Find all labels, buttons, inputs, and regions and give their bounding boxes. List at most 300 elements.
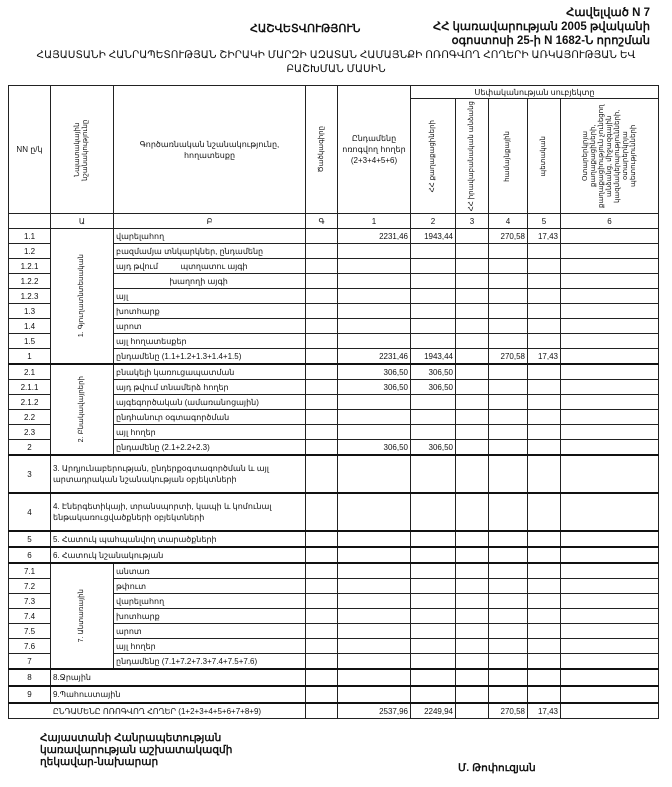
value-cell bbox=[338, 410, 411, 425]
code-cell bbox=[306, 531, 338, 547]
column-letter: Ա bbox=[51, 214, 114, 229]
row-number: 8 bbox=[9, 669, 51, 686]
row-number: 9 bbox=[9, 686, 51, 703]
value-cell bbox=[528, 395, 561, 410]
value-cell bbox=[411, 686, 456, 703]
value-cell bbox=[338, 244, 411, 259]
value-cell bbox=[489, 563, 528, 579]
value-cell: 2537,96 bbox=[338, 703, 411, 719]
code-cell bbox=[306, 579, 338, 594]
value-cell bbox=[411, 289, 456, 304]
value-cell bbox=[411, 563, 456, 579]
row-number: 7 bbox=[9, 654, 51, 670]
value-cell bbox=[489, 686, 528, 703]
land-type: 5. Հատուկ պահպանվող տարածքների bbox=[51, 531, 306, 547]
land-type: խոտհարք bbox=[114, 304, 306, 319]
position-line: Հայաստանի Հանրապետության bbox=[40, 732, 222, 744]
value-cell bbox=[489, 547, 528, 563]
value-cell bbox=[561, 410, 659, 425]
value-cell bbox=[411, 425, 456, 440]
value-cell bbox=[528, 493, 561, 531]
value-cell bbox=[528, 669, 561, 686]
value-cell bbox=[338, 425, 411, 440]
code-cell bbox=[306, 609, 338, 624]
code-cell bbox=[306, 703, 338, 719]
column-letter: Գ bbox=[306, 214, 338, 229]
value-cell bbox=[561, 229, 659, 244]
row-number: 1.1 bbox=[9, 229, 51, 244]
value-cell bbox=[338, 395, 411, 410]
land-type: այլ հողատեսքեր bbox=[114, 334, 306, 349]
value-cell bbox=[528, 654, 561, 670]
value-cell bbox=[489, 639, 528, 654]
value-cell bbox=[561, 274, 659, 289]
value-cell bbox=[456, 440, 489, 456]
value-cell bbox=[338, 547, 411, 563]
code-cell bbox=[306, 259, 338, 274]
value-cell: 17,43 bbox=[528, 229, 561, 244]
value-cell bbox=[489, 669, 528, 686]
row-number: 4 bbox=[9, 493, 51, 531]
row-number: 2 bbox=[9, 440, 51, 456]
value-cell bbox=[561, 703, 659, 719]
value-cell bbox=[528, 319, 561, 334]
row-number: 2.1.1 bbox=[9, 380, 51, 395]
row-number: 1.5 bbox=[9, 334, 51, 349]
group-label: 7. Անտառային bbox=[78, 589, 85, 643]
column-number: 3 bbox=[456, 214, 489, 229]
value-cell: 270,58 bbox=[489, 229, 528, 244]
row-number: 2.1.2 bbox=[9, 395, 51, 410]
value-cell bbox=[456, 493, 489, 531]
code-cell bbox=[306, 364, 338, 380]
header-owner: ՀՀ իրավաբանական անձանց bbox=[456, 99, 489, 214]
value-cell bbox=[411, 624, 456, 639]
group-g1 bbox=[51, 229, 114, 365]
value-cell bbox=[528, 425, 561, 440]
code-cell bbox=[306, 319, 338, 334]
value-cell bbox=[528, 410, 561, 425]
value-cell bbox=[456, 289, 489, 304]
group-g2 bbox=[51, 364, 114, 455]
value-cell bbox=[338, 259, 411, 274]
value-cell bbox=[561, 594, 659, 609]
land-type: այլ հողեր bbox=[114, 425, 306, 440]
value-cell bbox=[456, 686, 489, 703]
header-total: Ընդամենը ոռոգվող հողեր (2+3+4+5+6) bbox=[338, 86, 411, 214]
value-cell bbox=[456, 349, 489, 365]
value-cell bbox=[528, 364, 561, 380]
row-number: 5 bbox=[9, 531, 51, 547]
value-cell bbox=[528, 686, 561, 703]
value-cell bbox=[528, 334, 561, 349]
value-cell: 306,50 bbox=[338, 440, 411, 456]
annex-line: Հավելված N 7 bbox=[566, 7, 650, 19]
value-cell: 2231,46 bbox=[338, 229, 411, 244]
value-cell bbox=[456, 229, 489, 244]
value-cell bbox=[489, 289, 528, 304]
value-cell: 270,58 bbox=[489, 703, 528, 719]
value-cell bbox=[528, 579, 561, 594]
row-number: 7.6 bbox=[9, 639, 51, 654]
table-row bbox=[9, 455, 659, 493]
value-cell bbox=[456, 547, 489, 563]
column-number: 5 bbox=[528, 214, 561, 229]
value-cell bbox=[338, 686, 411, 703]
value-cell bbox=[456, 669, 489, 686]
land-type: անտառ bbox=[114, 563, 306, 579]
total-label: ԸՆԴԱՄԵՆԸ ՈՌՈԳՎՈՂ ՀՈՂԵՐ (1+2+3+4+5+6+7+8+9) bbox=[9, 703, 306, 719]
value-cell: 1943,44 bbox=[411, 349, 456, 365]
code-cell bbox=[306, 274, 338, 289]
header-owner: համայնքային bbox=[489, 99, 528, 214]
table-row bbox=[9, 669, 659, 686]
value-cell bbox=[338, 654, 411, 670]
land-type: այգեգործական (ամառանոցային) bbox=[114, 395, 306, 410]
value-cell bbox=[528, 274, 561, 289]
value-cell: 2231,46 bbox=[338, 349, 411, 365]
value-cell bbox=[338, 563, 411, 579]
row-number: 1 bbox=[9, 349, 51, 365]
land-type: 6. Հատուկ նշանակության bbox=[51, 547, 306, 563]
value-cell bbox=[456, 654, 489, 670]
row-number: 3 bbox=[9, 455, 51, 493]
row-number: 1.2.3 bbox=[9, 289, 51, 304]
value-cell bbox=[456, 609, 489, 624]
value-cell bbox=[456, 531, 489, 547]
value-cell bbox=[528, 624, 561, 639]
position-line: կառավարության աշխատակազմի bbox=[40, 744, 233, 756]
value-cell bbox=[489, 380, 528, 395]
land-type: խոտհարք bbox=[114, 609, 306, 624]
value-cell bbox=[411, 654, 456, 670]
value-cell bbox=[338, 531, 411, 547]
value-cell: 306,50 bbox=[338, 364, 411, 380]
value-cell bbox=[338, 289, 411, 304]
value-cell bbox=[489, 440, 528, 456]
table-row bbox=[9, 364, 659, 380]
land-type: այդ թվում պտղատու այգի bbox=[114, 259, 306, 274]
value-cell bbox=[338, 274, 411, 289]
value-cell bbox=[411, 669, 456, 686]
value-cell bbox=[489, 455, 528, 493]
code-cell bbox=[306, 669, 338, 686]
column-letter bbox=[9, 214, 51, 229]
value-cell bbox=[456, 364, 489, 380]
value-cell bbox=[489, 395, 528, 410]
land-type: այլ bbox=[114, 289, 306, 304]
value-cell bbox=[561, 669, 659, 686]
value-cell bbox=[411, 259, 456, 274]
code-cell bbox=[306, 229, 338, 244]
value-cell bbox=[528, 304, 561, 319]
land-type: բազմամյա տնկարկներ, ընդամենը bbox=[114, 244, 306, 259]
value-cell bbox=[528, 259, 561, 274]
value-cell bbox=[528, 289, 561, 304]
row-number: 7.5 bbox=[9, 624, 51, 639]
value-cell bbox=[528, 244, 561, 259]
value-cell: 306,50 bbox=[411, 380, 456, 395]
row-number: 7.4 bbox=[9, 609, 51, 624]
value-cell bbox=[489, 334, 528, 349]
value-cell bbox=[456, 259, 489, 274]
value-cell bbox=[489, 654, 528, 670]
row-number: 1.2.1 bbox=[9, 259, 51, 274]
value-cell bbox=[411, 455, 456, 493]
value-cell bbox=[489, 624, 528, 639]
row-number: 2.2 bbox=[9, 410, 51, 425]
land-type: այլ հողեր bbox=[114, 639, 306, 654]
value-cell bbox=[411, 304, 456, 319]
value-cell bbox=[338, 639, 411, 654]
code-cell bbox=[306, 380, 338, 395]
table-row bbox=[9, 531, 659, 547]
table-row bbox=[9, 563, 659, 579]
value-cell bbox=[456, 624, 489, 639]
header-ownership: Սեփականության սուբյեկտը bbox=[411, 86, 659, 99]
header-owner: Օտարերկրյա քաղաքացիների, քաղաքացիություն չունեցող անձանց, միջազգային կազմակերպությունների, օտարերկրյա պետությունների bbox=[561, 99, 659, 214]
value-cell bbox=[561, 364, 659, 380]
value-cell bbox=[411, 274, 456, 289]
header-function: Գործառնական նշանակությունը, հողատեսքը bbox=[114, 86, 306, 214]
value-cell bbox=[489, 244, 528, 259]
value-cell bbox=[456, 319, 489, 334]
value-cell bbox=[561, 259, 659, 274]
value-cell bbox=[489, 410, 528, 425]
value-cell bbox=[456, 395, 489, 410]
value-cell bbox=[489, 259, 528, 274]
header-owner: պետական bbox=[528, 99, 561, 214]
value-cell bbox=[411, 395, 456, 410]
table-row bbox=[9, 493, 659, 531]
column-number: 6 bbox=[561, 214, 659, 229]
value-cell bbox=[456, 380, 489, 395]
code-cell bbox=[306, 493, 338, 531]
value-cell bbox=[489, 319, 528, 334]
value-cell bbox=[411, 493, 456, 531]
value-cell bbox=[411, 319, 456, 334]
value-cell bbox=[528, 440, 561, 456]
value-cell bbox=[338, 304, 411, 319]
value-cell bbox=[338, 624, 411, 639]
value-cell bbox=[561, 686, 659, 703]
value-cell bbox=[456, 410, 489, 425]
land-type: բնակելի կառուցապատման bbox=[114, 364, 306, 380]
value-cell bbox=[528, 639, 561, 654]
code-cell bbox=[306, 654, 338, 670]
code-cell bbox=[306, 563, 338, 579]
value-cell bbox=[338, 609, 411, 624]
row-number: 2.1 bbox=[9, 364, 51, 380]
code-cell bbox=[306, 624, 338, 639]
group-label: 1. Գյուղատնտեսական bbox=[78, 254, 85, 338]
value-cell bbox=[338, 455, 411, 493]
document-title: ՀԱՇՎԵՏՎՈՒԹՅՈՒՆ bbox=[250, 23, 361, 35]
value-cell bbox=[411, 547, 456, 563]
value-cell bbox=[561, 531, 659, 547]
code-cell bbox=[306, 410, 338, 425]
value-cell bbox=[456, 244, 489, 259]
land-type: 4. Էներգետիկայի, տրանսպորտի, կապի և կոմունալ ենթակառուցվածքների օբյեկտների bbox=[51, 493, 306, 531]
value-cell bbox=[338, 594, 411, 609]
value-cell bbox=[561, 579, 659, 594]
land-type: ընդամենը (1.1+1.2+1.3+1.4+1.5) bbox=[114, 349, 306, 365]
row-number: 1.3 bbox=[9, 304, 51, 319]
value-cell bbox=[411, 244, 456, 259]
land-type: 9.Պահուստային bbox=[51, 686, 306, 703]
value-cell bbox=[338, 334, 411, 349]
value-cell bbox=[561, 547, 659, 563]
value-cell bbox=[456, 334, 489, 349]
value-cell bbox=[411, 410, 456, 425]
land-type: թփուտ bbox=[114, 579, 306, 594]
land-type: 8.Ջրային bbox=[51, 669, 306, 686]
value-cell bbox=[561, 334, 659, 349]
value-cell bbox=[528, 380, 561, 395]
land-type: 3. Արդյունաբերության, ընդերքօգտագործման և այլ արտադրական նշանակության օբյեկտների bbox=[51, 455, 306, 493]
value-cell bbox=[528, 594, 561, 609]
land-type: վարելահող bbox=[114, 229, 306, 244]
annex-line: ՀՀ կառավարության 2005 թվականի bbox=[432, 21, 650, 33]
value-cell bbox=[411, 609, 456, 624]
group-g7 bbox=[51, 563, 114, 669]
value-cell bbox=[489, 594, 528, 609]
value-cell: 17,43 bbox=[528, 703, 561, 719]
code-cell bbox=[306, 639, 338, 654]
value-cell bbox=[456, 425, 489, 440]
value-cell bbox=[411, 579, 456, 594]
value-cell: 270,58 bbox=[489, 349, 528, 365]
value-cell bbox=[561, 639, 659, 654]
land-report-table bbox=[8, 85, 659, 719]
code-cell bbox=[306, 349, 338, 365]
document-subtitle: ՀԱՅԱՍՏԱՆԻ ՀԱՆՐԱՊԵՏՈՒԹՅԱՆ ՇԻՐԱԿԻ ՄԱՐԶԻ ԱԶԱՏԱՆ ՀԱՄԱՅՆՔԻ ՈՌՈԳՎՈՂ ՀՈՂԵՐԻ ԱՌԿԱՅՈՒԹՅԱՆ ԵՎ ԲԱՇԽՄԱՆ ՄԱՍԻՆ bbox=[36, 49, 636, 75]
value-cell: 306,50 bbox=[338, 380, 411, 395]
signatory-position bbox=[40, 732, 232, 768]
value-cell bbox=[561, 319, 659, 334]
land-type: ընդհանուր օգտագործման bbox=[114, 410, 306, 425]
column-letter: Բ bbox=[114, 214, 306, 229]
code-cell bbox=[306, 304, 338, 319]
column-number: 2 bbox=[411, 214, 456, 229]
land-type: վարելահող bbox=[114, 594, 306, 609]
land-type: այդ թվում տնամերձ հողեր bbox=[114, 380, 306, 395]
annex-note bbox=[420, 6, 650, 48]
land-type: խաղողի այգի bbox=[114, 274, 306, 289]
value-cell bbox=[561, 304, 659, 319]
value-cell bbox=[456, 304, 489, 319]
value-cell: 306,50 bbox=[411, 440, 456, 456]
value-cell bbox=[561, 289, 659, 304]
value-cell bbox=[489, 274, 528, 289]
table-row bbox=[9, 547, 659, 563]
value-cell bbox=[489, 579, 528, 594]
header-code: Ծածկագիրը bbox=[306, 86, 338, 214]
value-cell bbox=[528, 455, 561, 493]
value-cell bbox=[456, 455, 489, 493]
value-cell bbox=[338, 493, 411, 531]
group-label: 2. Բնակավայրերի bbox=[78, 376, 85, 443]
row-number: 6 bbox=[9, 547, 51, 563]
land-type: ընդամենը (2.1+2.2+2.3) bbox=[114, 440, 306, 456]
value-cell bbox=[528, 531, 561, 547]
code-cell bbox=[306, 395, 338, 410]
table-row bbox=[9, 229, 659, 244]
row-number: 1.2 bbox=[9, 244, 51, 259]
value-cell bbox=[338, 669, 411, 686]
value-cell bbox=[411, 531, 456, 547]
value-cell bbox=[489, 364, 528, 380]
value-cell bbox=[528, 609, 561, 624]
column-number: 1 bbox=[338, 214, 411, 229]
column-number: 4 bbox=[489, 214, 528, 229]
value-cell bbox=[489, 425, 528, 440]
code-cell bbox=[306, 289, 338, 304]
value-cell bbox=[561, 455, 659, 493]
header-purpose: Նպատակային նշանակությունը bbox=[51, 86, 114, 214]
value-cell: 17,43 bbox=[528, 349, 561, 365]
header-nn: NN ը/կ bbox=[9, 86, 51, 214]
code-cell bbox=[306, 440, 338, 456]
code-cell bbox=[306, 547, 338, 563]
value-cell: 2249,94 bbox=[411, 703, 456, 719]
value-cell: 1943,44 bbox=[411, 229, 456, 244]
value-cell bbox=[561, 349, 659, 365]
value-cell: 306,50 bbox=[411, 364, 456, 380]
value-cell bbox=[489, 304, 528, 319]
value-cell bbox=[528, 547, 561, 563]
value-cell bbox=[456, 639, 489, 654]
row-number: 2.3 bbox=[9, 425, 51, 440]
value-cell bbox=[456, 579, 489, 594]
value-cell bbox=[489, 609, 528, 624]
value-cell bbox=[489, 531, 528, 547]
value-cell bbox=[456, 594, 489, 609]
value-cell bbox=[561, 425, 659, 440]
row-number: 7.3 bbox=[9, 594, 51, 609]
value-cell bbox=[411, 334, 456, 349]
value-cell bbox=[411, 639, 456, 654]
code-cell bbox=[306, 594, 338, 609]
row-number: 7.1 bbox=[9, 563, 51, 579]
land-type: արոտ bbox=[114, 624, 306, 639]
total-row bbox=[9, 703, 659, 719]
row-number: 1.4 bbox=[9, 319, 51, 334]
value-cell bbox=[528, 563, 561, 579]
value-cell bbox=[561, 609, 659, 624]
value-cell bbox=[456, 274, 489, 289]
value-cell bbox=[411, 594, 456, 609]
annex-line: օգոստոսի 25-ի N 1682-Ն որոշման bbox=[451, 35, 650, 47]
value-cell bbox=[561, 563, 659, 579]
land-type: ընդամենը (7.1+7.2+7.3+7.4+7.5+7.6) bbox=[114, 654, 306, 670]
table-row bbox=[9, 686, 659, 703]
code-cell bbox=[306, 686, 338, 703]
code-cell bbox=[306, 425, 338, 440]
value-cell bbox=[561, 493, 659, 531]
value-cell bbox=[561, 440, 659, 456]
row-number: 7.2 bbox=[9, 579, 51, 594]
value-cell bbox=[561, 380, 659, 395]
value-cell bbox=[561, 654, 659, 670]
code-cell bbox=[306, 244, 338, 259]
value-cell bbox=[561, 395, 659, 410]
header-owner: ՀՀ քաղաքացիների bbox=[411, 99, 456, 214]
code-cell bbox=[306, 455, 338, 493]
value-cell bbox=[338, 579, 411, 594]
code-cell bbox=[306, 334, 338, 349]
value-cell bbox=[561, 244, 659, 259]
